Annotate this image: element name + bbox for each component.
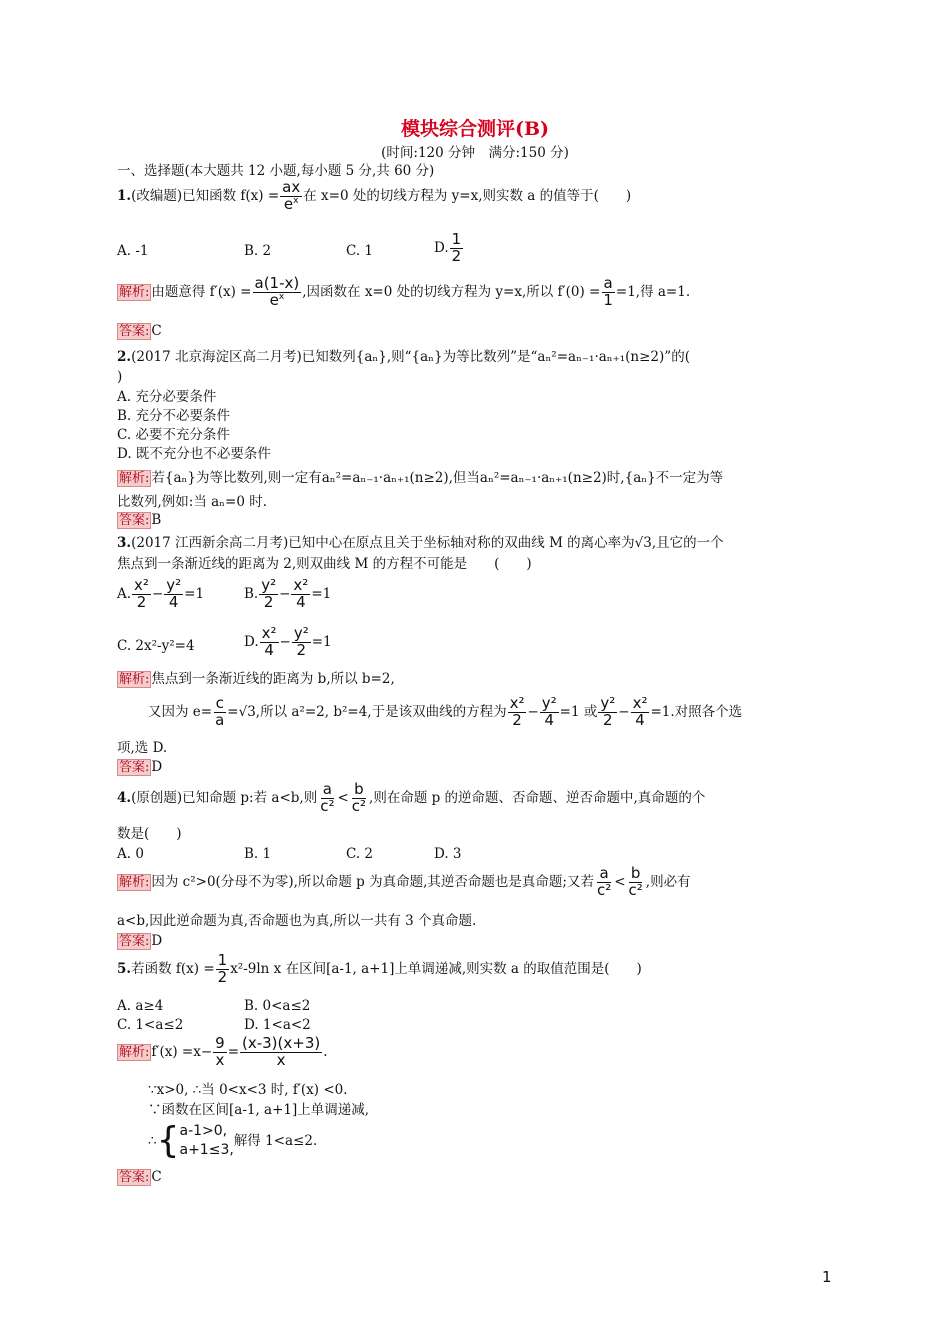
q4-sol-line2: a<b,因此逆命题为真,否命题也为真,所以一共有 3 个真命题. [117,913,477,929]
q5-number: 5. [117,960,132,977]
q4-sol1-pre: 因为 c²>0(分母不为零),所以命题 p 为真命题,其逆否命题也是真命题;又若 [151,873,594,890]
q3-sol2-f4 [631,696,650,729]
q5-answer-value: C [151,1169,162,1185]
q5-stem-post: x²-9ln x 在区间[a-1, a+1]上单调递减,则实数 a 的取值范围是( ) [230,960,642,977]
q3-sol2-minus2: − [618,703,630,720]
q4-answer-tag: 答案: [119,934,150,949]
q1-option-d-num: 1 [451,230,462,248]
q3-sol2-f2 [540,696,559,729]
q5-option-a: A. a≥4 [117,998,164,1014]
q3-sol2-or: =1 或 [559,703,598,720]
section-heading: 一、选择题(本大题共 12 小题,每小题 5 分,共 60 分) [117,163,435,179]
q1-sol-pre: 由题意得 f′(x) = [151,283,252,300]
q2-option-a: A. 充分必要条件 [117,389,217,405]
q1-stem-post: 在 x=0 处的切线方程为 y=x,则实数 a 的值等于( ) [303,187,632,204]
q4-option-c: C. 2 [346,846,374,862]
page-number: 1 [822,1268,832,1286]
q5-frac-den: 2 [217,967,228,986]
q5-sol-eq: = [227,1043,239,1060]
q4-number: 4. [117,789,132,806]
q3-answer-tag: 答案: [119,760,150,775]
q3-sol2-e-den: a [215,710,225,729]
q1-sol-fraction-2 [601,276,615,309]
q3-sol2-mid: =√3,所以 a²=2, b²=4,于是该双曲线的方程为 [227,703,507,720]
q1-option-d-label: D. [434,239,449,256]
q3-d-f2-num: y² [293,624,309,642]
q5-sol-line3: ∵函数在区间[a-1, a+1]上单调递减, [148,1102,370,1118]
q5-sol4-post: 解得 1<a≤2. [233,1132,318,1149]
q5-sol-f1-num: 9 [215,1034,225,1052]
q3-b-frac1 [259,578,278,611]
q3-b-f1-num: y² [261,576,277,594]
q2-stem-line1: (2017 北京海淀区高二月考)已知数列{aₙ},则“{aₙ}为等比数列”是“aₙ²=aₙ₋₁·aₙ₊₁(n≥2)”的( [131,349,690,365]
q4-option-b: B. 1 [244,846,272,862]
q3-a-minus: − [151,585,164,602]
q4-f2-den: c² [351,796,367,815]
q1-fraction [280,180,302,213]
q5-frac [216,953,230,986]
q4-sol-frac2 [627,866,645,899]
q3-sol2-e-frac [213,696,226,729]
q5-sol-f1-den: x [215,1050,225,1069]
q2-solution [117,470,723,487]
q4-sol-f1-num: a [599,864,609,882]
q3-option-d [244,626,332,659]
q3-b-eq: =1 [311,585,332,602]
q3-a-frac1 [132,578,151,611]
q3-d-minus: − [279,633,291,650]
q1-sol-fraction [253,276,302,309]
q3-option-c: C. 2x²-y²=4 [117,638,195,654]
q3-sol2-f3 [598,696,617,729]
q3-b-f1-den: 2 [263,592,274,611]
q1-sol-den-sup: x [278,291,285,302]
q4-frac1 [318,782,336,815]
q5-sol-frac2 [240,1036,322,1069]
q2-sol-line1: 若{aₙ}为等比数列,则一定有aₙ²=aₙ₋₁·aₙ₊₁(n≥2),但当aₙ²=aₙ₋₁·aₙ₊₁(n≥2)时,{aₙ}不一定为等 [151,470,724,486]
q2-number: 2. [117,349,132,365]
q2-stem [117,349,690,365]
q3-d-f2-den: 2 [296,640,307,659]
q3-d-eq: =1 [311,633,332,650]
q5-sol-line2: ∵x>0, ∴当 0<x<3 时, f′(x) <0. [148,1082,348,1098]
q4-f2-num: b [354,780,364,798]
q1-option-d [434,232,464,265]
q5-option-c: C. 1<a≤2 [117,1017,184,1033]
q3-answer-value: D [151,759,163,775]
q3-sol2-e-num: c [215,694,224,712]
q1-sol-post: =1,得 a=1. [615,283,691,300]
q4-option-a: A. 0 [117,846,144,862]
q1-option-b: B. 2 [244,243,272,259]
q3-option-b-label: B. [244,585,259,602]
q5-sol1-pre: f′(x) =x− [151,1043,213,1060]
q4-f1-den: c² [320,796,335,815]
q5-frac-num: 1 [217,951,228,969]
q3-stem-line1: (2017 江西新余高二月考)已知中心在原点且关于坐标轴对称的双曲线 M 的离心率为√3,且它的一个 [131,535,724,551]
q3-d-frac2 [292,626,311,659]
q3-sol-line3: 项,选 D. [117,740,168,756]
q3-sol2-f3-num: y² [600,694,616,712]
q4-stem [117,782,705,815]
q3-solution [117,671,395,688]
q3-sol2-pre: 又因为 e= [148,703,213,720]
q3-option-b [244,578,331,611]
q3-option-d-label: D. [244,633,259,650]
q5-answer [117,1169,162,1186]
q5-condition-2: a+1≤3, [179,1141,234,1158]
q5-solution [117,1036,328,1069]
q4-solution-tag: 解析: [119,874,150,890]
q3-stem-line2: 焦点到一条渐近线的距离为 2,则双曲线 M 的方程不可能是 ( ) [117,556,532,572]
q4-solution [117,866,691,899]
q1-frac-den: e [283,194,294,213]
q5-answer-tag: 答案: [119,1170,150,1185]
q4-option-d: D. 3 [434,846,462,862]
q5-option-b: B. 0<a≤2 [244,998,311,1014]
q2-stem-line2: ) [117,369,123,385]
q3-d-f1-den: 4 [264,640,274,659]
q3-b-f2-num: x² [293,576,309,594]
q3-sol2-f4-den: 4 [635,710,645,729]
q3-sol2-post: =1.对照各个选 [650,703,743,720]
q4-stem-line2: 数是( ) [117,826,182,842]
q1-option-a: A. -1 [117,243,149,259]
q3-b-frac2 [291,578,310,611]
q4-stem-pre: (原创题)已知命题 p:若 a<b,则 [131,789,318,806]
q2-option-c: C. 必要不充分条件 [117,427,230,443]
q4-stem-post: ,则在命题 p 的逆命题、否命题、逆否命题中,真命题的个 [369,789,706,806]
page-title: 模块综合测评(B) [400,118,550,140]
q3-sol2-f4-num: x² [632,694,648,712]
q1-option-d-den: 2 [451,246,462,265]
q3-sol-line1: 焦点到一条渐近线的距离为 b,所以 b=2, [151,671,395,687]
q4-answer [117,933,162,950]
q4-lt: < [337,789,349,806]
q4-sol-frac1 [595,866,613,899]
q1-sol-den: e [269,290,279,309]
q4-sol-f2-den: c² [628,880,643,899]
q1-frac-den-sup: x [293,195,299,206]
q3-sol2-minus1: − [527,703,539,720]
q3-answer [117,759,162,776]
q2-sol-line2: 比数列,例如:当 aₙ=0 时. [117,494,268,510]
q1-answer-value: C [151,323,162,339]
q2-answer-tag: 答案: [119,513,150,528]
q1-stem [117,180,631,213]
q5-sol1-post: . [323,1043,328,1060]
q1-stem-pre: (改编题)已知函数 f(x) = [131,187,280,204]
q3-option-a [117,578,204,611]
q5-sol-frac1 [213,1036,227,1069]
q3-sol2-f3-den: 2 [603,710,613,729]
q4-f1-num: a [322,780,332,798]
q3-d-f1-num: x² [261,624,277,642]
q3-b-f2-den: 4 [296,592,306,611]
q4-sol-f1-den: c² [596,880,612,899]
q5-stem [117,953,642,986]
q5-sol4-therefore: ∴ [148,1132,157,1149]
q2-option-b: B. 充分不必要条件 [117,408,231,424]
q3-sol2-f2-num: y² [541,694,557,712]
q5-sol-f2-num: (x-3)(x+3) [242,1034,321,1052]
q3-solution-tag: 解析: [119,672,150,687]
q3-sol2-f1-num: x² [509,694,525,712]
q1-solution [117,276,690,309]
exam-time-score: (时间:120 分钟 满分:150 分) [381,145,569,161]
q2-solution-tag: 解析: [119,471,150,486]
q3-option-a-label: A. [117,585,132,602]
q3-b-minus: − [279,585,291,602]
q3-number: 3. [117,535,132,551]
q4-sol-lt: < [614,873,626,890]
q3-stem [117,535,724,551]
q3-a-f1-num: x² [134,576,149,594]
q1-answer-tag: 答案: [119,324,150,339]
q4-answer-value: D [151,933,163,949]
q5-sol-line4 [148,1119,318,1161]
q1-sol-mid: ,因函数在 x=0 处的切线方程为 y=x,所以 f′(0) = [302,283,601,300]
q1-option-d-fraction [450,232,464,265]
q2-option-d: D. 既不充分也不必要条件 [117,446,271,462]
q1-sol-den-2: 1 [603,290,613,309]
q1-frac-num: ax [282,178,301,196]
q3-sol2-f1-den: 2 [512,710,522,729]
q1-number: 1. [117,187,132,204]
q1-solution-tag: 解析: [119,284,150,300]
q5-option-d: D. 1<a<2 [244,1017,311,1033]
q1-answer [117,323,162,340]
q4-frac2 [350,782,368,815]
q5-inequality-system [180,1122,234,1160]
q3-sol2-f2-den: 4 [544,710,554,729]
q5-stem-pre: 若函数 f(x) = [131,960,215,977]
q3-a-frac2 [164,578,183,611]
q4-sol-f2-num: b [630,864,641,882]
q5-sol-f2-den: x [276,1050,286,1069]
q3-a-f1-den: 2 [136,592,147,611]
q3-a-eq: =1 [184,585,205,602]
q1-sol-num: a(1-x) [254,274,300,292]
q5-condition-1: a-1>0, [179,1123,228,1139]
q1-sol-num-2: a [603,274,613,292]
q1-option-c: C. 1 [346,243,374,259]
q3-sol2-f1 [508,696,527,729]
q2-answer [117,512,161,529]
q3-a-f2-den: 4 [168,592,179,611]
q3-sol-line2 [148,696,742,729]
q2-answer-value: B [151,512,162,528]
q5-solution-tag: 解析: [119,1044,150,1060]
q3-d-frac1 [260,626,279,659]
q5-system-brace: { [156,1119,180,1161]
q3-a-f2-num: y² [166,576,182,594]
q4-sol1-post: ,则必有 [645,873,691,890]
